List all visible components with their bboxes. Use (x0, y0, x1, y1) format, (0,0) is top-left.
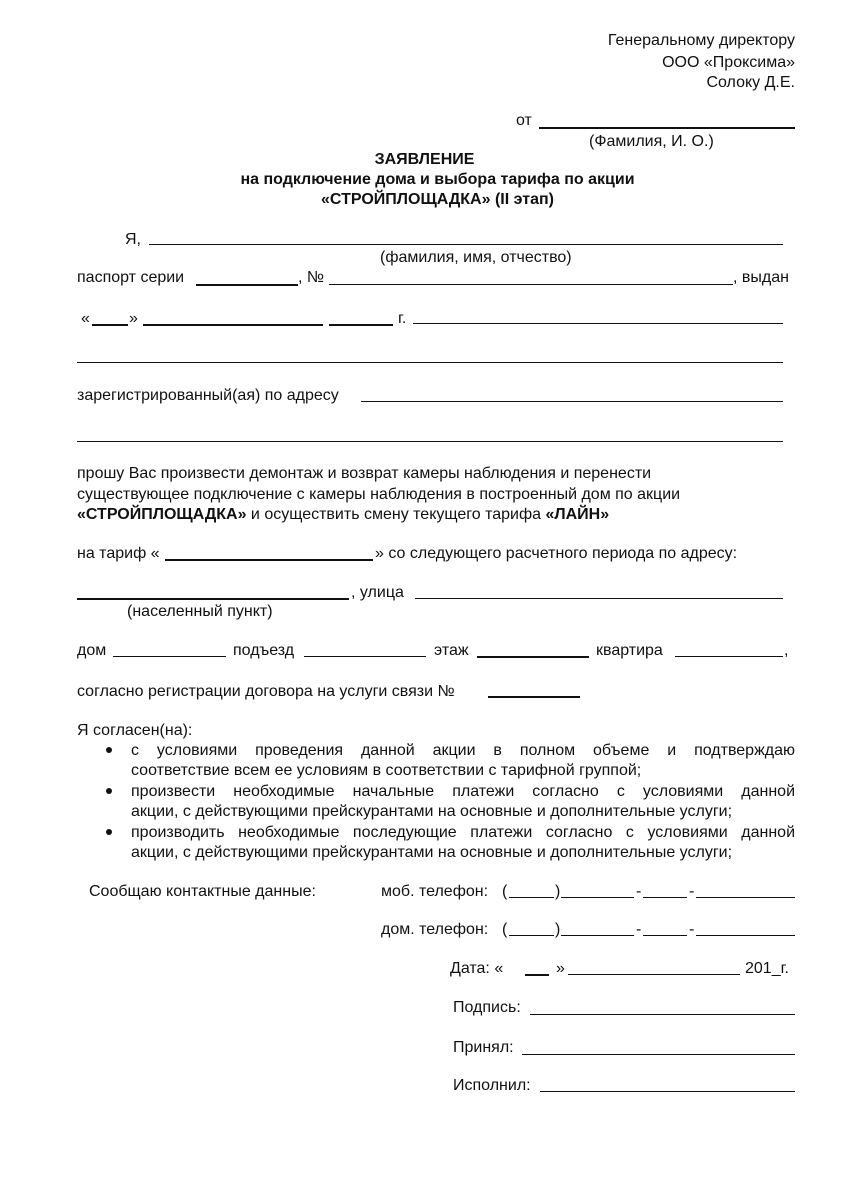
date-day-line[interactable] (525, 974, 549, 976)
addressee-line-3: Солоку Д.Е. (706, 74, 795, 91)
date-quote-close: » (556, 960, 565, 977)
floor-line[interactable] (477, 656, 589, 658)
mobile-part-2-line[interactable] (643, 897, 687, 898)
home-part-1-line[interactable] (561, 935, 634, 936)
executed-by-line[interactable] (540, 1091, 795, 1092)
passport-number-line[interactable] (329, 284, 733, 285)
home-paren-open: ( (502, 921, 508, 938)
mobile-dash-2: - (689, 883, 695, 900)
agreement-heading: Я согласен(на): (77, 722, 193, 739)
from-name-line[interactable] (539, 127, 795, 129)
agreement-item-2-line-2: акции, с действующими прейскурантами на основные и дополнительные услуги; (131, 803, 733, 820)
date-label: Дата: « (450, 960, 504, 977)
home-part-3-line[interactable] (696, 935, 795, 936)
promo-name: «СТРОЙПЛОЩАДКА» (77, 506, 247, 523)
new-tariff-line[interactable] (165, 559, 373, 561)
mobile-code-line[interactable] (509, 897, 554, 898)
accepted-by-label: Принял: (453, 1039, 514, 1056)
page-title: ЗАЯВЛЕНИЕ (374, 151, 475, 168)
mobile-part-1-line[interactable] (561, 897, 634, 898)
registered-address-line-2[interactable] (77, 441, 783, 442)
passport-series-label: паспорт серии (77, 269, 185, 286)
entrance-label: подъезд (233, 642, 295, 659)
executed-by-label: Исполнил: (453, 1077, 531, 1094)
home-paren-close: ) (555, 921, 561, 938)
page-subtitle-2: «СТРОЙПЛОЩАДКА» (II этап) (321, 191, 554, 208)
issue-year-line[interactable] (329, 324, 393, 326)
issue-date-quote-open: « (81, 310, 90, 327)
issue-day-line[interactable] (92, 324, 128, 326)
agreement-item-1-line-1: с условиями проведения данной акции в полном объеме и подтверждаю (131, 742, 795, 759)
new-tariff-label: на тариф « (77, 545, 160, 562)
from-label: от (516, 112, 532, 129)
house-label: дом (77, 642, 107, 659)
locality-hint: (населенный пункт) (127, 603, 273, 620)
bullet-icon (106, 747, 112, 753)
request-line-3 (77, 505, 609, 524)
bullet-icon (106, 829, 112, 835)
request-line-1: прошу Вас произвести демонтаж и возврат камеры наблюдения и перенести (77, 465, 652, 482)
agreement-item-3-line-1: производить необходимые последующие платежи согласно с условиями данной (131, 824, 795, 841)
i-label: Я, (125, 231, 141, 248)
agreement-item-3-line-2: акции, с действующими прейскурантами на основные и дополнительные услуги; (131, 844, 733, 861)
page-subtitle-1: на подключение дома и выбора тарифа по акции (240, 171, 635, 188)
issue-year-label: г. (398, 310, 407, 327)
from-hint: (Фамилия, И. О.) (589, 133, 714, 150)
home-dash-2: - (689, 921, 695, 938)
addressee-line-1: Генеральному директору (607, 32, 795, 49)
passport-series-line[interactable] (196, 284, 298, 286)
registered-address-line[interactable] (361, 401, 783, 402)
agreement-item-2-line-1: произвести необходимые начальные платежи согласно с условиями данной (131, 783, 795, 800)
mobile-dash-1: - (636, 883, 642, 900)
home-dash-1: - (636, 921, 642, 938)
apartment-comma: , (784, 642, 789, 659)
addressee-line-2: ООО «Проксима» (662, 54, 795, 71)
issued-by-line-2[interactable] (77, 362, 783, 363)
issued-label: , выдан (733, 269, 789, 286)
street-line[interactable] (415, 598, 783, 599)
accepted-by-line[interactable] (522, 1054, 795, 1055)
apartment-label: квартира (596, 642, 663, 659)
request-line-2: существующее подключение с камеры наблюдения в построенный дом по акции (77, 486, 681, 503)
registered-address-label: зарегистрированный(ая) по адресу (77, 387, 339, 404)
street-label: , улица (351, 584, 404, 601)
date-year-label: 201_г. (745, 960, 789, 977)
mobile-paren-close: ) (555, 883, 561, 900)
bullet-icon (106, 788, 112, 794)
contract-label: согласно регистрации договора на услуги связи № (77, 683, 455, 700)
mobile-phone-label: моб. телефон: (381, 883, 489, 900)
house-line[interactable] (113, 656, 226, 657)
signature-label: Подпись: (453, 999, 521, 1016)
issue-date-quote-close: » (129, 310, 138, 327)
mobile-paren-open: ( (502, 883, 508, 900)
entrance-line[interactable] (304, 656, 426, 657)
fio-hint: (фамилия, имя, отчество) (380, 249, 572, 266)
home-part-2-line[interactable] (643, 935, 687, 936)
locality-line[interactable] (77, 598, 349, 600)
date-month-line[interactable] (568, 974, 740, 975)
new-tariff-tail: » со следующего расчетного периода по адресу: (375, 545, 738, 562)
passport-number-label: , № (298, 269, 325, 286)
issued-by-line[interactable] (413, 323, 783, 324)
issue-month-line[interactable] (143, 324, 323, 326)
agreement-item-1-line-2: соответствие всем ее условиям в соответствии с тарифной группой; (131, 762, 642, 779)
mobile-part-3-line[interactable] (696, 897, 795, 898)
request-line-3-mid: и осуществить смену текущего тарифа (246, 506, 546, 523)
fio-line[interactable] (149, 244, 783, 245)
contacts-label: Сообщаю контактные данные: (89, 883, 316, 900)
home-phone-label: дом. телефон: (381, 921, 489, 938)
signature-line[interactable] (530, 1014, 795, 1015)
contract-number-line[interactable] (488, 696, 580, 698)
floor-label: этаж (434, 642, 469, 659)
apartment-line[interactable] (675, 656, 783, 657)
current-tariff: «ЛАЙН» (545, 506, 610, 523)
home-code-line[interactable] (509, 935, 554, 936)
